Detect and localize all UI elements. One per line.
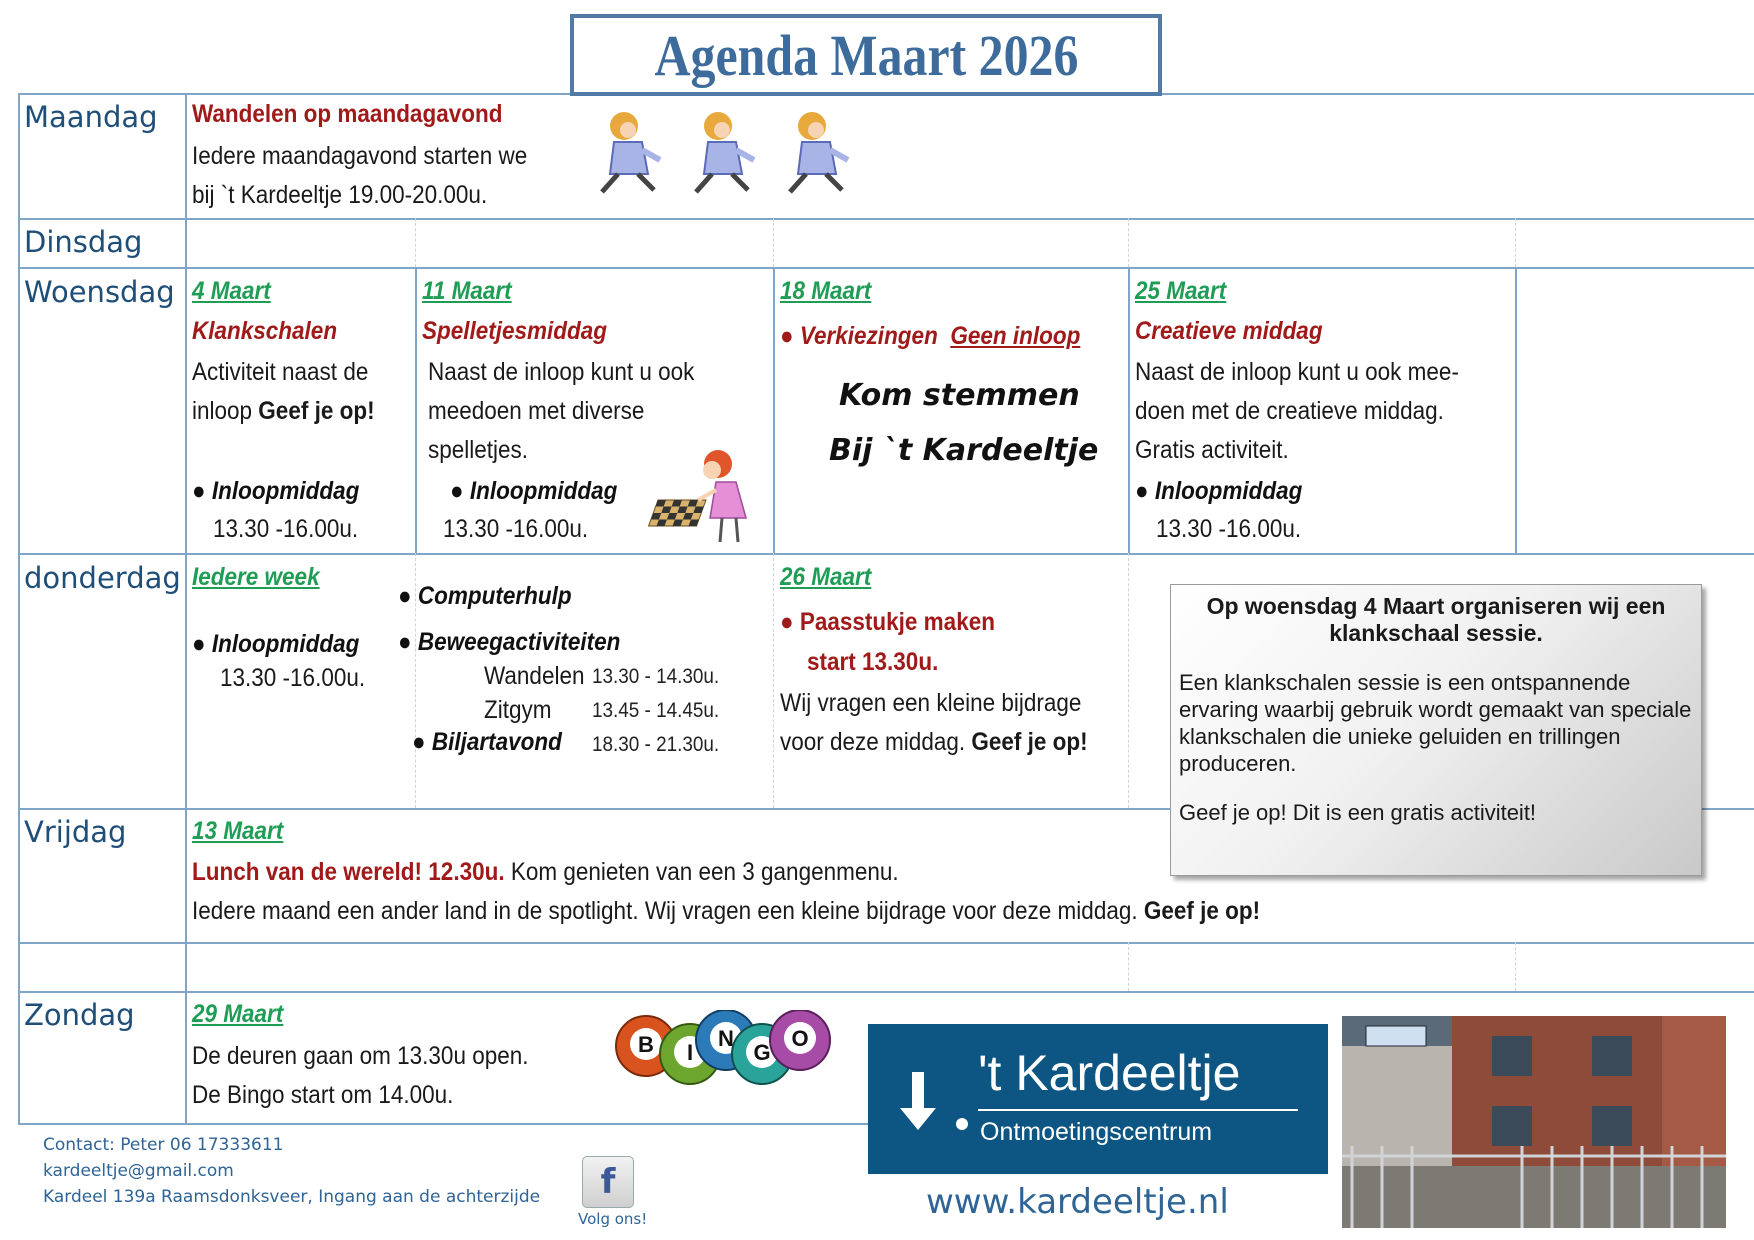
- klankschaal-info-box: [1170, 584, 1702, 876]
- grid-dash: [415, 218, 416, 267]
- grid-dash: [773, 218, 774, 267]
- vrijdag-date: 13 Maart: [192, 817, 284, 845]
- woensdag-line3-4: Gratis activiteit.: [1135, 436, 1289, 464]
- donderdag-zitgym: Zitgym: [484, 696, 552, 724]
- facebook-icon[interactable]: [582, 1156, 634, 1208]
- website-link[interactable]: www.kardeeltje.nl: [926, 1182, 1229, 1222]
- bingo-balls-illustration: [610, 1010, 836, 1091]
- maandag-heading: Wandelen op maandagavond: [192, 100, 503, 128]
- donderdag-biljart: ● Biljartavond: [412, 728, 562, 756]
- bingo-letter: O: [791, 1026, 809, 1051]
- grid-dash: [1128, 218, 1129, 267]
- grid-line: [18, 942, 1754, 944]
- zondag-line2: De Bingo start om 14.00u.: [192, 1081, 454, 1109]
- donderdag-inloop: ● Inloopmiddag: [192, 630, 360, 658]
- bingo-letter: B: [638, 1032, 654, 1057]
- woensdag-date-4: 25 Maart: [1135, 277, 1227, 305]
- grid-dash: [1515, 218, 1516, 267]
- donderdag-wandelen-time: 13.30 - 14.30u.: [592, 665, 720, 688]
- grid-line: [1515, 267, 1517, 553]
- grid-line: [18, 93, 20, 1123]
- woensdag-inloop-4: ● Inloopmiddag: [1135, 477, 1303, 505]
- info-box-body: Een klankschalen sessie is een ontspannende ervaring waarbij gebruik wordt gemaakt van speciale klankschalen die unieke geluiden en trillingen produceren.: [1179, 670, 1692, 776]
- grid-line: [18, 267, 1754, 269]
- facebook-glyph: f: [600, 1162, 616, 1202]
- contact-email[interactable]: kardeeltje@gmail.com: [43, 1161, 234, 1181]
- woensdag-title-1: Klankschalen: [192, 317, 338, 345]
- woensdag-line2-4: doen met de creatieve middag.: [1135, 397, 1444, 425]
- donderdag-title-3: ● Paasstukje maken: [780, 608, 995, 636]
- woensdag-time-2: 13.30 -16.00u.: [443, 515, 589, 543]
- woensdag-line1-2: Naast de inloop kunt u ook: [428, 358, 695, 386]
- walking-figures-illustration: [588, 108, 868, 207]
- grid-line: [773, 267, 775, 553]
- grid-line: [415, 267, 417, 553]
- grid-dash: [1128, 942, 1129, 991]
- zondag-line1: De deuren gaan om 13.30u open.: [192, 1042, 529, 1070]
- maandag-line1: Iedere maandagavond starten we: [192, 142, 528, 170]
- woensdag-line2-2: meedoen met diverse: [428, 397, 645, 425]
- woensdag-title-2: Spelletjesmiddag: [422, 317, 608, 345]
- bingo-letter: N: [718, 1026, 734, 1051]
- info-box-footer: Geef je op! Dit is een gratis activiteit!: [1179, 800, 1537, 825]
- donderdag-date-3: 26 Maart: [780, 563, 872, 591]
- logo-subtitle: Ontmoetingscentrum: [980, 1118, 1213, 1146]
- logo-name: 't Kardeeltje: [978, 1045, 1241, 1101]
- woensdag-time-1: 13.30 -16.00u.: [213, 515, 359, 543]
- facebook-label[interactable]: Volg ons!: [578, 1210, 648, 1228]
- woensdag-inloop-1: ● Inloopmiddag: [192, 477, 360, 505]
- woensdag-line1-4: Naast de inloop kunt u ook mee-: [1135, 358, 1459, 386]
- chess-girl-illustration: [638, 438, 756, 551]
- arrow-down-icon: [892, 1068, 972, 1140]
- donderdag-beweeg: ● Beweegactiviteiten: [398, 628, 621, 656]
- kom-stemmen-line2: Bij `t Kardeeltje: [829, 433, 1099, 468]
- kom-stemmen-line1: Kom stemmen: [839, 378, 1080, 413]
- woensdag-title-4: Creatieve middag: [1135, 317, 1323, 345]
- woensdag-line1-1: Activiteit naast de: [192, 358, 369, 386]
- kardeeltje-logo: [868, 1024, 1328, 1174]
- woensdag-inloop-2: ● Inloopmiddag: [450, 477, 618, 505]
- grid-line: [1128, 267, 1130, 553]
- vrijdag-line1: Lunch van de wereld! 12.30u. Kom genieten van een 3 gangenmenu.: [192, 858, 899, 886]
- woensdag-line3-2: spelletjes.: [428, 436, 529, 464]
- maandag-line2: bij `t Kardeeltje 19.00-20.00u.: [192, 181, 488, 209]
- donderdag-start-3: start 13.30u.: [807, 648, 939, 676]
- donderdag-line2-3: voor deze middag. Geef je op!: [780, 728, 1088, 756]
- day-label-maandag: Maandag: [24, 100, 158, 134]
- woensdag-title-3: ● Verkiezingen Geen inloop: [780, 322, 1081, 350]
- vrijdag-line2: Iedere maand een ander land in de spotlight. Wij vragen een kleine bijdrage voor deze middag. Geef je op!: [192, 897, 1261, 925]
- building-photo: [1342, 1016, 1726, 1228]
- logo-divider: [978, 1109, 1298, 1111]
- grid-dash: [773, 553, 774, 808]
- donderdag-biljart-time: 18.30 - 21.30u.: [592, 733, 720, 756]
- bingo-letter: I: [686, 1040, 694, 1065]
- info-box-heading: Op woensdag 4 Maart organiseren wij een klankschaal sessie.: [1206, 593, 1666, 646]
- grid-dash: [1515, 942, 1516, 991]
- day-label-vrijdag: Vrijdag: [24, 815, 127, 849]
- day-label-donderdag: donderdag: [24, 561, 181, 595]
- woensdag-date-1: 4 Maart: [192, 277, 271, 305]
- bingo-letter: G: [753, 1040, 771, 1065]
- woensdag-line2-1: inloop Geef je op!: [192, 397, 375, 425]
- woensdag-time-4: 13.30 -16.00u.: [1156, 515, 1302, 543]
- woensdag-date-2: 11 Maart: [422, 277, 512, 305]
- grid-line: [18, 218, 1754, 220]
- grid-line: [18, 1123, 868, 1125]
- donderdag-line1-3: Wij vragen een kleine bijdrage: [780, 689, 1082, 717]
- donderdag-zitgym-time: 13.45 - 14.45u.: [592, 699, 720, 722]
- donderdag-computerhulp: ● Computerhulp: [398, 582, 572, 610]
- donderdag-time: 13.30 -16.00u.: [220, 664, 366, 692]
- zondag-date: 29 Maart: [192, 1000, 284, 1028]
- contact-phone: Contact: Peter 06 17333611: [43, 1135, 284, 1155]
- day-label-zondag: Zondag: [24, 998, 135, 1032]
- grid-dash: [1128, 553, 1129, 808]
- woensdag-date-3: 18 Maart: [780, 277, 872, 305]
- title-box: [570, 14, 1162, 96]
- grid-line: [185, 93, 187, 1123]
- contact-address: Kardeel 139a Raamsdonksveer, Ingang aan de achterzijde: [43, 1187, 541, 1207]
- grid-line: [18, 991, 1754, 993]
- page-title: Agenda Maart 2026: [654, 22, 1078, 88]
- day-label-dinsdag: Dinsdag: [24, 225, 143, 259]
- donderdag-week: Iedere week: [192, 563, 320, 591]
- grid-line: [18, 553, 1754, 555]
- day-label-woensdag: Woensdag: [24, 275, 175, 309]
- donderdag-wandelen: Wandelen: [484, 662, 585, 690]
